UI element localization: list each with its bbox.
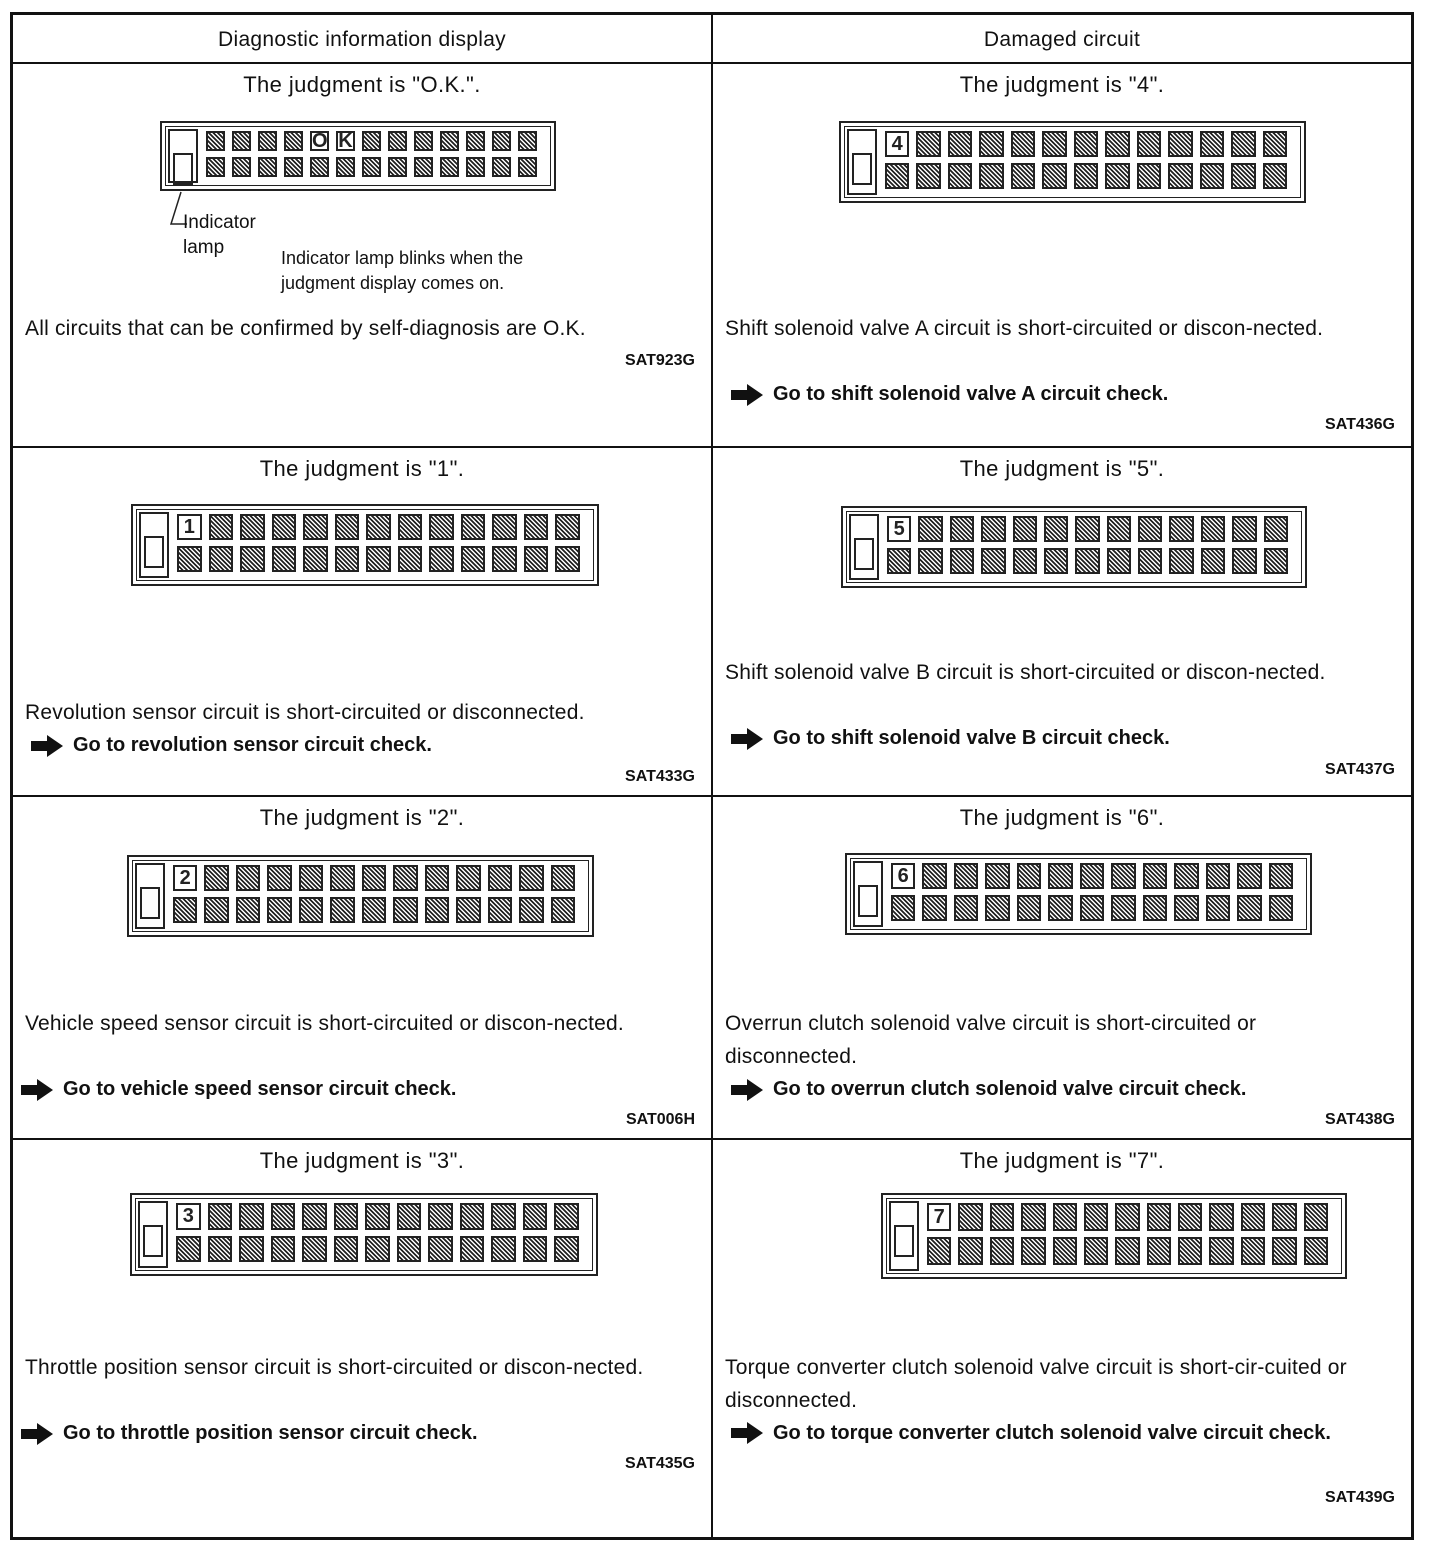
display-digit: O xyxy=(312,130,328,152)
display-segment xyxy=(1107,548,1131,574)
display-segment xyxy=(173,897,197,923)
display-segment xyxy=(258,131,277,151)
figure-code: SAT436G xyxy=(1325,416,1395,433)
circuit-description: Throttle position sensor circuit is short-circuited or discon-nected. xyxy=(25,1356,644,1379)
arrow-right-icon xyxy=(731,1079,763,1101)
display-segment xyxy=(1272,1237,1296,1265)
indicator-lamp-housing xyxy=(847,129,877,195)
display-segment xyxy=(1231,163,1255,189)
display-segment xyxy=(1011,163,1035,189)
display-segment xyxy=(1174,895,1198,921)
display-segment xyxy=(310,157,329,177)
display-segment xyxy=(1107,516,1131,542)
display-segment xyxy=(922,863,946,889)
display-segment xyxy=(466,131,485,151)
display-segment xyxy=(1111,895,1135,921)
circuit-description: Overrun clutch solenoid valve circuit is short-circuited or disconnected. xyxy=(725,1012,1257,1068)
action-instruction xyxy=(731,1073,1246,1106)
display-segment xyxy=(1138,516,1162,542)
display-segment xyxy=(461,514,486,540)
display-segment xyxy=(1053,1237,1077,1265)
display-segment xyxy=(334,1203,359,1230)
display-segment xyxy=(388,157,407,177)
display-segment xyxy=(460,1236,485,1263)
display-segment xyxy=(990,1237,1014,1265)
display-segment xyxy=(1178,1237,1202,1265)
display-segment xyxy=(927,1237,951,1265)
display-segment xyxy=(1115,1203,1139,1231)
display-segment xyxy=(429,514,454,540)
display-segment xyxy=(362,897,386,923)
display-segment xyxy=(1264,548,1288,574)
display-segment xyxy=(1053,1203,1077,1231)
display-segment xyxy=(990,1203,1014,1231)
display-segment xyxy=(891,895,915,921)
display-segment xyxy=(284,157,303,177)
display-digit: 2 xyxy=(173,865,197,891)
display-segment xyxy=(330,897,354,923)
display-segment xyxy=(236,897,260,923)
arrow-right-icon xyxy=(21,1079,53,1101)
display-digit: 6 xyxy=(891,863,915,889)
display-segment xyxy=(1105,131,1129,157)
indicator-lamp xyxy=(894,1225,914,1257)
judgment-display xyxy=(845,853,1312,935)
judgment-display xyxy=(130,1193,598,1276)
indicator-lamp-housing xyxy=(135,863,165,929)
indicator-lamp xyxy=(144,536,164,568)
display-segment xyxy=(393,865,417,891)
figure-code: SAT435G xyxy=(625,1455,695,1472)
display-segment xyxy=(985,863,1009,889)
judgment-display xyxy=(839,121,1306,203)
display-segment xyxy=(1138,548,1162,574)
display-segment xyxy=(1147,1237,1171,1265)
action-text: Go to revolution sensor circuit check. xyxy=(73,734,432,756)
judgment-title: The judgment is "7". xyxy=(959,1148,1165,1173)
display-segment xyxy=(1201,548,1225,574)
display-segment xyxy=(208,1236,233,1263)
display-segment xyxy=(414,131,433,151)
cell-judgment-ok xyxy=(13,64,711,446)
display-segment xyxy=(1075,548,1099,574)
display-segment xyxy=(388,131,407,151)
display-segment xyxy=(208,1203,233,1230)
display-segment xyxy=(440,157,459,177)
arrow-right-icon xyxy=(731,384,763,406)
display-segment xyxy=(232,157,251,177)
display-segment xyxy=(1074,163,1098,189)
display-segment xyxy=(954,895,978,921)
display-segment xyxy=(524,546,549,572)
display-segment xyxy=(1013,548,1037,574)
display-segment xyxy=(461,546,486,572)
display-segment xyxy=(397,1236,422,1263)
display-segment xyxy=(240,546,265,572)
display-segment xyxy=(1201,516,1225,542)
display-segment xyxy=(551,897,575,923)
judgment-display xyxy=(127,855,594,937)
display-segment xyxy=(206,131,225,151)
display-segment xyxy=(1042,131,1066,157)
display-segment xyxy=(362,131,381,151)
judgment-title: The judgment is "3". xyxy=(259,1148,465,1173)
display-segment xyxy=(1021,1237,1045,1265)
display-segment xyxy=(176,1236,201,1263)
display-segment xyxy=(918,516,942,542)
display-segment xyxy=(1137,131,1161,157)
display-segment xyxy=(885,163,909,189)
display-segment xyxy=(239,1236,264,1263)
display-segment xyxy=(958,1237,982,1265)
display-segment xyxy=(1017,863,1041,889)
display-segment xyxy=(1080,863,1104,889)
action-instruction xyxy=(31,729,432,762)
display-segment xyxy=(1147,1203,1171,1231)
display-segment xyxy=(362,865,386,891)
display-segment xyxy=(1084,1203,1108,1231)
display-segment xyxy=(362,157,381,177)
figure-code: SAT433G xyxy=(625,768,695,785)
display-digit: 1 xyxy=(177,514,202,540)
indicator-lamp xyxy=(852,153,872,185)
display-segment xyxy=(523,1203,548,1230)
display-segment xyxy=(397,1203,422,1230)
action-instruction xyxy=(731,1417,1341,1450)
display-segment xyxy=(1269,895,1293,921)
display-segment xyxy=(1080,895,1104,921)
display-digit: 5 xyxy=(887,516,911,542)
display-segment xyxy=(398,514,423,540)
display-segment xyxy=(1017,895,1041,921)
judgment-display xyxy=(131,504,599,586)
display-segment xyxy=(429,546,454,572)
figure-code: SAT923G xyxy=(625,352,695,369)
display-segment xyxy=(519,897,543,923)
cell-judgment-1 xyxy=(13,448,711,795)
display-segment xyxy=(488,897,512,923)
display-segment xyxy=(948,163,972,189)
display-segment xyxy=(177,546,202,572)
judgment-title: The judgment is "1". xyxy=(259,456,465,481)
cell-judgment-3 xyxy=(13,1140,711,1537)
display-segment xyxy=(555,546,580,572)
indicator-lamp-housing xyxy=(853,861,883,927)
figure-code: SAT006H xyxy=(625,1111,695,1128)
display-segment xyxy=(1231,131,1255,157)
display-segment xyxy=(1304,1237,1328,1265)
display-segment xyxy=(236,865,260,891)
cell-judgment-5 xyxy=(713,448,1411,795)
display-segment xyxy=(1178,1203,1202,1231)
display-segment xyxy=(1237,895,1261,921)
arrow-right-icon xyxy=(31,735,63,757)
indicator-lamp-note: Indicator lamp blinks when the judgment display comes on. xyxy=(281,248,524,293)
figure-code: SAT439G xyxy=(1325,1489,1395,1506)
display-segment xyxy=(958,1203,982,1231)
display-segment xyxy=(491,1236,516,1263)
display-segment xyxy=(258,157,277,177)
display-segment xyxy=(393,897,417,923)
display-segment xyxy=(1269,863,1293,889)
display-segment xyxy=(1272,1203,1296,1231)
display-segment xyxy=(414,157,433,177)
circuit-description: Revolution sensor circuit is short-circuited or disconnected. xyxy=(25,701,585,724)
display-segment xyxy=(303,514,328,540)
indicator-lamp xyxy=(854,538,874,570)
display-segment xyxy=(460,1203,485,1230)
display-segment xyxy=(1232,548,1256,574)
display-segment xyxy=(918,548,942,574)
indicator-lamp xyxy=(858,885,878,917)
display-segment xyxy=(922,895,946,921)
display-segment xyxy=(1168,163,1192,189)
display-segment xyxy=(1011,131,1035,157)
display-segment xyxy=(365,1236,390,1263)
display-segment xyxy=(1048,863,1072,889)
display-segment xyxy=(492,514,517,540)
display-segment xyxy=(335,514,360,540)
circuit-description: Shift solenoid valve A circuit is short-circuited or discon-nected. xyxy=(725,317,1324,340)
display-segment xyxy=(1021,1203,1045,1231)
judgment-display xyxy=(841,506,1307,588)
display-segment xyxy=(985,895,1009,921)
display-segment xyxy=(1241,1237,1265,1265)
display-segment xyxy=(1200,131,1224,157)
figure-code: SAT438G xyxy=(1325,1111,1395,1128)
display-segment xyxy=(428,1203,453,1230)
judgment-title: The judgment is "2". xyxy=(259,805,465,830)
display-segment xyxy=(554,1236,579,1263)
display-segment xyxy=(209,546,234,572)
display-segment xyxy=(428,1236,453,1263)
display-segment xyxy=(1111,863,1135,889)
display-segment xyxy=(366,514,391,540)
display-segment xyxy=(267,865,291,891)
display-segment xyxy=(267,897,291,923)
display-segment xyxy=(1206,863,1230,889)
judgment-title: The judgment is "4". xyxy=(959,72,1165,97)
display-segment xyxy=(1169,516,1193,542)
display-segment xyxy=(302,1203,327,1230)
display-segment xyxy=(425,897,449,923)
display-segment xyxy=(330,865,354,891)
display-segment xyxy=(491,1203,516,1230)
display-segment xyxy=(1115,1237,1139,1265)
display-segment xyxy=(1143,863,1167,889)
action-text: Go to shift solenoid valve A circuit check. xyxy=(773,383,1169,405)
header-damaged-circuit: Damaged circuit xyxy=(983,28,1141,51)
circuit-description: Torque converter clutch solenoid valve circuit is short-cir-cuited or disconnected. xyxy=(725,1356,1347,1412)
cell-judgment-6 xyxy=(713,797,1411,1138)
display-segment xyxy=(272,514,297,540)
display-segment xyxy=(950,548,974,574)
cell-judgment-7 xyxy=(713,1140,1411,1537)
display-segment xyxy=(335,546,360,572)
display-segment xyxy=(1013,516,1037,542)
display-segment xyxy=(240,514,265,540)
display-segment xyxy=(979,163,1003,189)
action-text: Go to shift solenoid valve B circuit check. xyxy=(773,727,1170,749)
display-segment xyxy=(1074,131,1098,157)
display-segment xyxy=(981,516,1005,542)
display-segment xyxy=(1042,163,1066,189)
display-segment xyxy=(887,548,911,574)
display-segment xyxy=(1304,1203,1328,1231)
display-segment xyxy=(519,865,543,891)
display-segment xyxy=(239,1203,264,1230)
display-segment xyxy=(551,865,575,891)
display-segment xyxy=(1084,1237,1108,1265)
display-segment xyxy=(299,865,323,891)
display-segment xyxy=(1263,131,1287,157)
display-segment xyxy=(523,1236,548,1263)
arrow-right-icon xyxy=(21,1423,53,1445)
judgment-title: The judgment is "5". xyxy=(959,456,1165,481)
judgment-display xyxy=(160,121,556,191)
display-segment xyxy=(488,865,512,891)
display-segment xyxy=(271,1236,296,1263)
display-segment xyxy=(1137,163,1161,189)
display-segment xyxy=(518,131,537,151)
display-segment xyxy=(1169,548,1193,574)
cell-judgment-2 xyxy=(13,797,711,1138)
display-segment xyxy=(979,131,1003,157)
display-digit: 7 xyxy=(927,1203,951,1231)
action-instruction xyxy=(731,722,1170,755)
indicator-lamp xyxy=(173,153,193,185)
figure-code: SAT437G xyxy=(1325,761,1395,778)
display-segment xyxy=(284,131,303,151)
display-segment xyxy=(334,1236,359,1263)
display-segment xyxy=(209,514,234,540)
display-segment xyxy=(365,1203,390,1230)
display-segment xyxy=(916,163,940,189)
display-digit: 3 xyxy=(176,1203,201,1230)
display-segment xyxy=(204,865,228,891)
indicator-lamp xyxy=(140,887,160,919)
display-digit: 4 xyxy=(885,131,909,157)
display-segment xyxy=(954,863,978,889)
action-text: Go to vehicle speed sensor circuit check. xyxy=(63,1078,457,1100)
display-segment xyxy=(1237,863,1261,889)
display-segment xyxy=(1048,895,1072,921)
display-segment xyxy=(336,157,355,177)
display-segment xyxy=(1232,516,1256,542)
display-segment xyxy=(1209,1237,1233,1265)
indicator-lamp-housing xyxy=(139,512,169,578)
display-segment xyxy=(1241,1203,1265,1231)
display-segment xyxy=(272,546,297,572)
display-segment xyxy=(492,157,511,177)
display-segment xyxy=(1206,895,1230,921)
display-segment xyxy=(1200,163,1224,189)
display-segment xyxy=(948,131,972,157)
arrow-right-icon xyxy=(731,1422,763,1444)
action-text: Go to torque converter clutch solenoid valve circuit check. xyxy=(773,1422,1331,1444)
display-segment xyxy=(303,546,328,572)
display-segment xyxy=(1044,548,1068,574)
display-segment xyxy=(1209,1203,1233,1231)
action-instruction xyxy=(21,1073,457,1106)
display-segment xyxy=(492,131,511,151)
display-segment xyxy=(981,548,1005,574)
circuit-description: Vehicle speed sensor circuit is short-circuited or discon-nected. xyxy=(25,1012,624,1035)
action-instruction xyxy=(731,378,1168,411)
judgment-title: The judgment is "O.K.". xyxy=(243,72,481,97)
arrow-right-icon xyxy=(731,728,763,750)
display-segment xyxy=(916,131,940,157)
indicator-lamp-label: Indicator lamp xyxy=(183,212,256,258)
display-segment xyxy=(554,1203,579,1230)
display-segment xyxy=(232,131,251,151)
judgment-display xyxy=(881,1193,1347,1279)
display-segment xyxy=(1264,516,1288,542)
circuit-description: All circuits that can be confirmed by self-diagnosis are O.K. xyxy=(25,317,586,340)
display-segment xyxy=(204,897,228,923)
indicator-lamp-housing xyxy=(889,1201,919,1271)
circuit-description: Shift solenoid valve B circuit is short-circuited or discon-nected. xyxy=(725,661,1326,684)
display-segment xyxy=(518,157,537,177)
display-segment xyxy=(950,516,974,542)
display-segment xyxy=(1168,131,1192,157)
display-segment xyxy=(466,157,485,177)
display-segment xyxy=(492,546,517,572)
display-segment xyxy=(302,1236,327,1263)
cell-judgment-4 xyxy=(713,64,1411,446)
action-instruction xyxy=(21,1417,478,1450)
header-diagnostic-display: Diagnostic information display xyxy=(218,28,506,51)
display-segment xyxy=(366,546,391,572)
display-segment xyxy=(1174,863,1198,889)
display-digit: K xyxy=(336,131,355,151)
display-segment xyxy=(524,514,549,540)
indicator-lamp-housing xyxy=(138,1201,168,1268)
display-segment xyxy=(555,514,580,540)
display-segment xyxy=(271,1203,296,1230)
display-segment xyxy=(1143,895,1167,921)
indicator-lamp-housing xyxy=(849,514,879,580)
display-segment xyxy=(1044,516,1068,542)
display-segment xyxy=(1105,163,1129,189)
judgment-title: The judgment is "6". xyxy=(959,805,1165,830)
display-segment xyxy=(299,897,323,923)
display-segment xyxy=(1263,163,1287,189)
indicator-lamp-housing xyxy=(168,129,198,183)
action-text: Go to overrun clutch solenoid valve circuit check. xyxy=(773,1078,1247,1100)
display-segment xyxy=(206,157,225,177)
action-text: Go to throttle position sensor circuit check. xyxy=(63,1422,478,1444)
display-segment xyxy=(398,546,423,572)
display-segment xyxy=(440,131,459,151)
display-segment xyxy=(456,865,480,891)
display-segment xyxy=(456,897,480,923)
indicator-lamp xyxy=(143,1225,163,1257)
display-segment xyxy=(1075,516,1099,542)
display-segment xyxy=(425,865,449,891)
